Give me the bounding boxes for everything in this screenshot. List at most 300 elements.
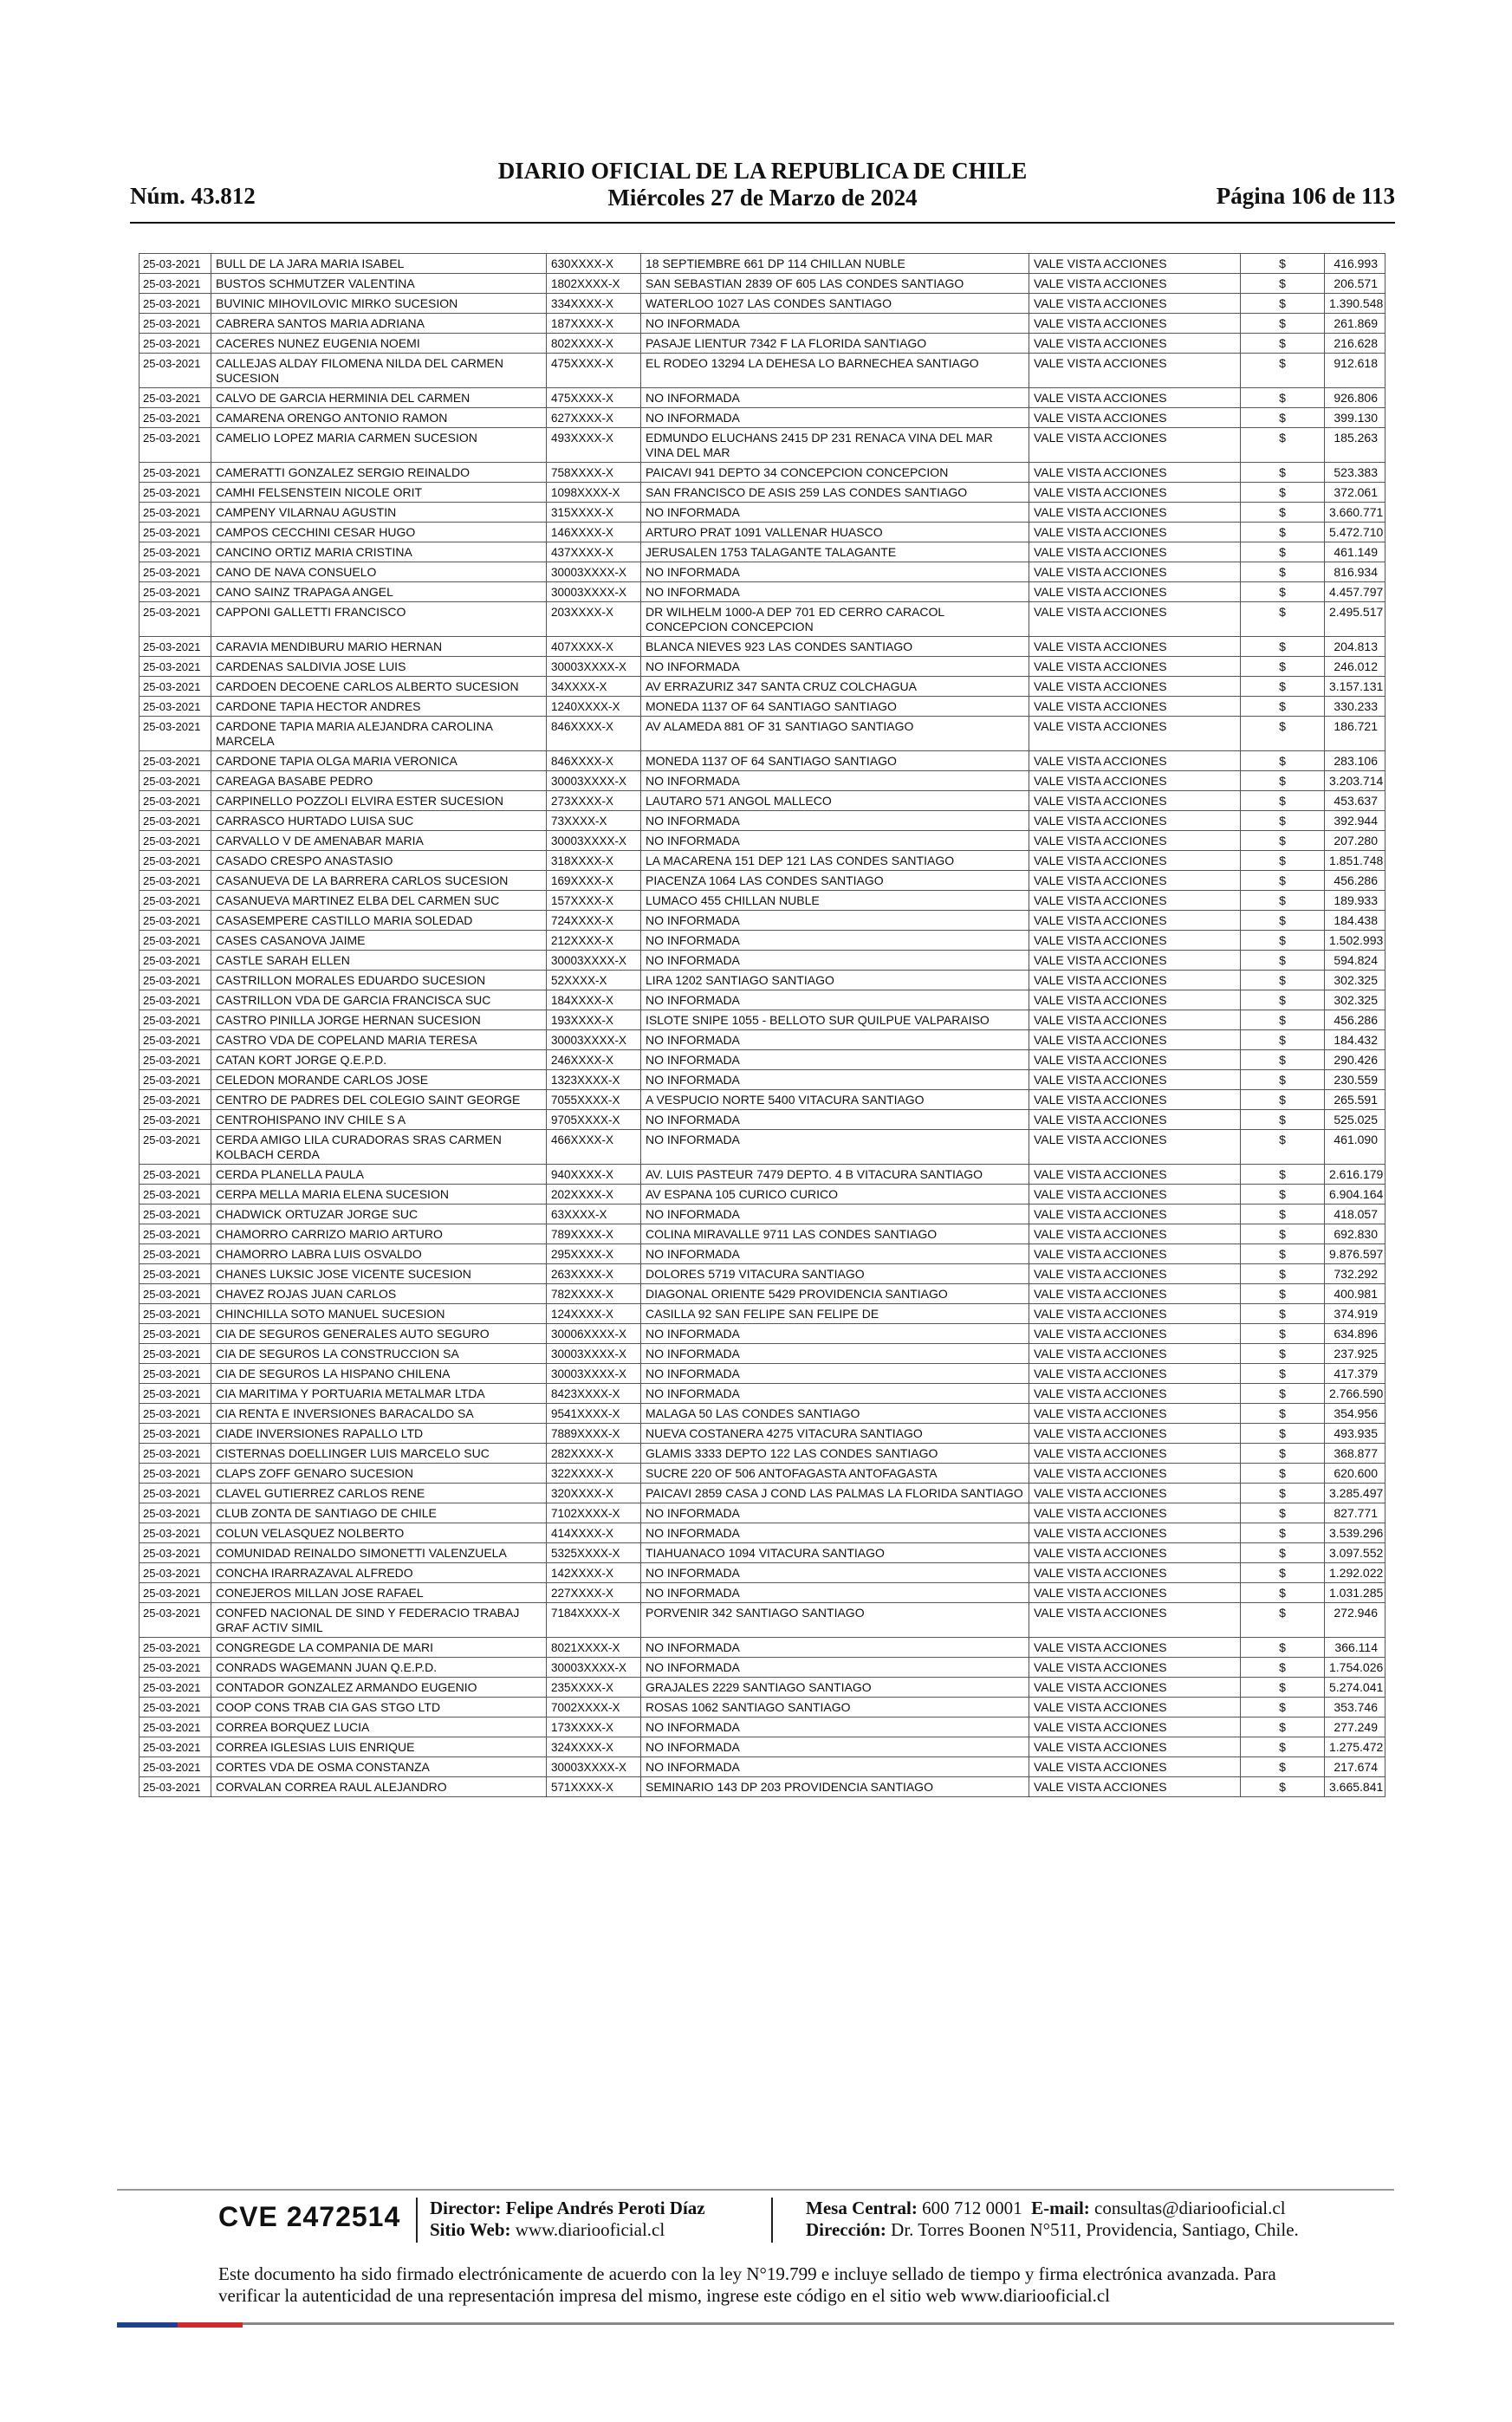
currency-cell: $	[1241, 542, 1325, 562]
table-row	[140, 891, 1385, 911]
table-row	[140, 1010, 1385, 1030]
currency-cell: $	[1241, 1185, 1325, 1205]
address-cell: MONEDA 1137 OF 64 SANTIAGO SANTIAGO	[641, 697, 1029, 717]
amount-cell: 3.539.296	[1325, 1523, 1385, 1543]
publication-title: DIARIO OFICIAL DE LA REPUBLICA DE CHILE	[497, 158, 1028, 184]
address-cell: GRAJALES 2229 SANTIAGO SANTIAGO	[641, 1678, 1029, 1698]
currency-cell: $	[1241, 951, 1325, 971]
date-cell: 25-03-2021	[140, 314, 211, 334]
amount-cell: 277.249	[1325, 1717, 1385, 1737]
address-cell: WATERLOO 1027 LAS CONDES SANTIAGO	[641, 294, 1029, 314]
table-row	[140, 697, 1385, 717]
currency-cell: $	[1241, 1384, 1325, 1404]
type-cell: VALE VISTA ACCIONES	[1029, 1523, 1241, 1543]
amount-cell: 246.012	[1325, 657, 1385, 677]
type-cell: VALE VISTA ACCIONES	[1029, 1424, 1241, 1444]
table-row	[140, 1185, 1385, 1205]
currency-cell: $	[1241, 811, 1325, 831]
rut-cell: 782XXXX-X	[547, 1284, 641, 1304]
date-cell: 25-03-2021	[140, 1717, 211, 1737]
address-cell: NO INFORMADA	[641, 1384, 1029, 1404]
name-cell: CLUB ZONTA DE SANTIAGO DE CHILE	[211, 1503, 547, 1523]
table-row	[140, 1638, 1385, 1658]
date-cell: 25-03-2021	[140, 1364, 211, 1384]
bottom-rule	[117, 2322, 1394, 2325]
table-row	[140, 771, 1385, 791]
date-cell: 25-03-2021	[140, 1090, 211, 1110]
date-cell: 25-03-2021	[140, 1324, 211, 1344]
name-cell: CAMARENA ORENGO ANTONIO RAMON	[211, 408, 547, 428]
address-cell: NO INFORMADA	[641, 1244, 1029, 1264]
address-cell: NO INFORMADA	[641, 1658, 1029, 1678]
table-row	[140, 1717, 1385, 1737]
name-cell: CHINCHILLA SOTO MANUEL SUCESION	[211, 1304, 547, 1324]
amount-cell: 493.935	[1325, 1424, 1385, 1444]
type-cell: VALE VISTA ACCIONES	[1029, 1583, 1241, 1603]
footer-separator	[416, 2198, 418, 2243]
name-cell: CAMPOS CECCHINI CESAR HUGO	[211, 523, 547, 542]
date-cell: 25-03-2021	[140, 1384, 211, 1404]
currency-cell: $	[1241, 1090, 1325, 1110]
type-cell: VALE VISTA ACCIONES	[1029, 771, 1241, 791]
rut-cell: 1098XXXX-X	[547, 483, 641, 503]
amount-cell: 6.904.164	[1325, 1185, 1385, 1205]
type-cell: VALE VISTA ACCIONES	[1029, 791, 1241, 811]
amount-cell: 1.390.548	[1325, 294, 1385, 314]
currency-cell: $	[1241, 971, 1325, 990]
rut-cell: 789XXXX-X	[547, 1224, 641, 1244]
table-row	[140, 1090, 1385, 1110]
currency-cell: $	[1241, 523, 1325, 542]
email-link[interactable]: consultas@diariooficial.cl	[1094, 2198, 1286, 2218]
page-number: Página 106 de 113	[1216, 183, 1395, 209]
type-cell: VALE VISTA ACCIONES	[1029, 1110, 1241, 1130]
currency-cell: $	[1241, 717, 1325, 751]
rut-cell: 7102XXXX-X	[547, 1503, 641, 1523]
table-row	[140, 1424, 1385, 1444]
name-cell: CAREAGA BASABE PEDRO	[211, 771, 547, 791]
currency-cell: $	[1241, 503, 1325, 523]
address-cell: LUMACO 455 CHILLAN NUBLE	[641, 891, 1029, 911]
address-cell: JERUSALEN 1753 TALAGANTE TALAGANTE	[641, 542, 1029, 562]
name-cell: CANO DE NAVA CONSUELO	[211, 562, 547, 582]
amount-cell: 418.057	[1325, 1205, 1385, 1224]
amount-cell: 523.383	[1325, 463, 1385, 483]
table-row	[140, 274, 1385, 294]
amount-cell: 692.830	[1325, 1224, 1385, 1244]
amount-cell: 330.233	[1325, 697, 1385, 717]
date-cell: 25-03-2021	[140, 871, 211, 891]
table-row	[140, 1757, 1385, 1777]
name-cell: CARDONE TAPIA HECTOR ANDRES	[211, 697, 547, 717]
table-row	[140, 1678, 1385, 1698]
type-cell: VALE VISTA ACCIONES	[1029, 1185, 1241, 1205]
amount-cell: 1.275.472	[1325, 1737, 1385, 1757]
address-cell: NO INFORMADA	[641, 951, 1029, 971]
table-row	[140, 602, 1385, 637]
table-row	[140, 1484, 1385, 1503]
currency-cell: $	[1241, 1205, 1325, 1224]
type-cell: VALE VISTA ACCIONES	[1029, 274, 1241, 294]
rut-cell: 322XXXX-X	[547, 1464, 641, 1484]
amount-cell: 1.851.748	[1325, 851, 1385, 871]
type-cell: VALE VISTA ACCIONES	[1029, 1344, 1241, 1364]
type-cell: VALE VISTA ACCIONES	[1029, 1030, 1241, 1050]
currency-cell: $	[1241, 463, 1325, 483]
date-cell: 25-03-2021	[140, 1030, 211, 1050]
address-cell: AV ALAMEDA 881 OF 31 SANTIAGO SANTIAGO	[641, 717, 1029, 751]
rut-cell: 466XXXX-X	[547, 1130, 641, 1165]
rut-cell: 571XXXX-X	[547, 1777, 641, 1797]
date-cell: 25-03-2021	[140, 891, 211, 911]
name-cell: CONGREGDE LA COMPANIA DE MARI	[211, 1638, 547, 1658]
currency-cell: $	[1241, 851, 1325, 871]
currency-cell: $	[1241, 1344, 1325, 1364]
table-row	[140, 562, 1385, 582]
table-row	[140, 1583, 1385, 1603]
date-cell: 25-03-2021	[140, 1070, 211, 1090]
address-cell: PASAJE LIENTUR 7342 F LA FLORIDA SANTIAGO	[641, 334, 1029, 354]
rut-cell: 193XXXX-X	[547, 1010, 641, 1030]
amount-cell: 216.628	[1325, 334, 1385, 354]
name-cell: CLAVEL GUTIERREZ CARLOS RENE	[211, 1484, 547, 1503]
date-cell: 25-03-2021	[140, 971, 211, 990]
rut-cell: 475XXXX-X	[547, 354, 641, 388]
date-cell: 25-03-2021	[140, 990, 211, 1010]
currency-cell: $	[1241, 1563, 1325, 1583]
amount-cell: 816.934	[1325, 562, 1385, 582]
amount-cell: 620.600	[1325, 1464, 1385, 1484]
currency-cell: $	[1241, 931, 1325, 951]
address-cell: SAN FRANCISCO DE ASIS 259 LAS CONDES SANTIAGO	[641, 483, 1029, 503]
name-cell: CAMPENY VILARNAU AGUSTIN	[211, 503, 547, 523]
rut-cell: 493XXXX-X	[547, 428, 641, 463]
address-cell: PAICAVI 2859 CASA J COND LAS PALMAS LA FLORIDA SANTIAGO	[641, 1484, 1029, 1503]
currency-cell: $	[1241, 1638, 1325, 1658]
rut-cell: 63XXXX-X	[547, 1205, 641, 1224]
type-cell: VALE VISTA ACCIONES	[1029, 891, 1241, 911]
table-row	[140, 831, 1385, 851]
date-cell: 25-03-2021	[140, 388, 211, 408]
date-cell: 25-03-2021	[140, 1205, 211, 1224]
date-cell: 25-03-2021	[140, 1284, 211, 1304]
amount-cell: 827.771	[1325, 1503, 1385, 1523]
rut-cell: 142XXXX-X	[547, 1563, 641, 1583]
address-cell: SAN SEBASTIAN 2839 OF 605 LAS CONDES SANTIAGO	[641, 274, 1029, 294]
address-cell: BLANCA NIEVES 923 LAS CONDES SANTIAGO	[641, 637, 1029, 657]
currency-cell: $	[1241, 1717, 1325, 1737]
header-divider	[130, 222, 1395, 224]
rut-cell: 7889XXXX-X	[547, 1424, 641, 1444]
table-row	[140, 542, 1385, 562]
name-cell: CERDA PLANELLA PAULA	[211, 1165, 547, 1185]
address-cell: LIRA 1202 SANTIAGO SANTIAGO	[641, 971, 1029, 990]
address-cell: ISLOTE SNIPE 1055 - BELLOTO SUR QUILPUE VALPARAISO	[641, 1010, 1029, 1030]
currency-cell: $	[1241, 1030, 1325, 1050]
amount-cell: 732.292	[1325, 1264, 1385, 1284]
address-cell: NO INFORMADA	[641, 1364, 1029, 1384]
currency-cell: $	[1241, 254, 1325, 274]
table-row	[140, 851, 1385, 871]
amount-cell: 926.806	[1325, 388, 1385, 408]
rut-cell: 30003XXXX-X	[547, 831, 641, 851]
name-cell: CARDOEN DECOENE CARLOS ALBERTO SUCESION	[211, 677, 547, 697]
rut-cell: 30003XXXX-X	[547, 1364, 641, 1384]
name-cell: CASTRO PINILLA JORGE HERNAN SUCESION	[211, 1010, 547, 1030]
currency-cell: $	[1241, 1010, 1325, 1030]
rut-cell: 282XXXX-X	[547, 1444, 641, 1464]
currency-cell: $	[1241, 771, 1325, 791]
table-row	[140, 334, 1385, 354]
address-cell: NO INFORMADA	[641, 831, 1029, 851]
table-row	[140, 354, 1385, 388]
name-cell: CANO SAINZ TRAPAGA ANGEL	[211, 582, 547, 602]
amount-cell: 217.674	[1325, 1757, 1385, 1777]
address-cell: NO INFORMADA	[641, 1583, 1029, 1603]
rut-cell: 169XXXX-X	[547, 871, 641, 891]
rut-cell: 407XXXX-X	[547, 637, 641, 657]
date-cell: 25-03-2021	[140, 951, 211, 971]
website-line	[430, 2219, 705, 2241]
rut-cell: 1323XXXX-X	[547, 1070, 641, 1090]
amount-cell: 3.285.497	[1325, 1484, 1385, 1503]
type-cell: VALE VISTA ACCIONES	[1029, 1757, 1241, 1777]
type-cell: VALE VISTA ACCIONES	[1029, 1503, 1241, 1523]
name-cell: BULL DE LA JARA MARIA ISABEL	[211, 254, 547, 274]
type-cell: VALE VISTA ACCIONES	[1029, 1777, 1241, 1797]
table-row	[140, 523, 1385, 542]
table-row	[140, 483, 1385, 503]
amount-cell: 453.637	[1325, 791, 1385, 811]
amount-cell: 290.426	[1325, 1050, 1385, 1070]
rut-cell: 30006XXXX-X	[547, 1324, 641, 1344]
rut-cell: 846XXXX-X	[547, 717, 641, 751]
name-cell: CASANUEVA DE LA BARRERA CARLOS SUCESION	[211, 871, 547, 891]
type-cell: VALE VISTA ACCIONES	[1029, 1464, 1241, 1484]
table-row	[140, 1658, 1385, 1678]
rut-cell: 30003XXXX-X	[547, 771, 641, 791]
type-cell: VALE VISTA ACCIONES	[1029, 811, 1241, 831]
rut-cell: 30003XXXX-X	[547, 562, 641, 582]
date-cell: 25-03-2021	[140, 602, 211, 637]
amount-cell: 3.097.552	[1325, 1543, 1385, 1563]
date-cell: 25-03-2021	[140, 1638, 211, 1658]
contact-line	[806, 2198, 1299, 2219]
mesa-phone: 600 712 0001	[922, 2198, 1022, 2218]
address-cell: DR WILHELM 1000-A DEP 701 ED CERRO CARACOL CONCEPCION CONCEPCION	[641, 602, 1029, 637]
type-cell: VALE VISTA ACCIONES	[1029, 582, 1241, 602]
rut-cell: 627XXXX-X	[547, 408, 641, 428]
rut-cell: 7055XXXX-X	[547, 1090, 641, 1110]
currency-cell: $	[1241, 582, 1325, 602]
table-row	[140, 951, 1385, 971]
address-cell: NO INFORMADA	[641, 388, 1029, 408]
date-cell: 25-03-2021	[140, 791, 211, 811]
name-cell: CACERES NUNEZ EUGENIA NOEMI	[211, 334, 547, 354]
table-row	[140, 811, 1385, 831]
rut-cell: 846XXXX-X	[547, 751, 641, 771]
type-cell: VALE VISTA ACCIONES	[1029, 831, 1241, 851]
currency-cell: $	[1241, 1324, 1325, 1344]
currency-cell: $	[1241, 602, 1325, 637]
mesa-label: Mesa Central:	[806, 2198, 918, 2218]
currency-cell: $	[1241, 1464, 1325, 1484]
email-label: E-mail:	[1031, 2198, 1090, 2218]
rut-cell: 157XXXX-X	[547, 891, 641, 911]
name-cell: CONTADOR GONZALEZ ARMANDO EUGENIO	[211, 1678, 547, 1698]
type-cell: VALE VISTA ACCIONES	[1029, 1324, 1241, 1344]
table-row	[140, 911, 1385, 931]
address-cell: NO INFORMADA	[641, 1638, 1029, 1658]
amount-cell: 594.824	[1325, 951, 1385, 971]
date-cell: 25-03-2021	[140, 334, 211, 354]
date-cell: 25-03-2021	[140, 771, 211, 791]
type-cell: VALE VISTA ACCIONES	[1029, 697, 1241, 717]
table-row	[140, 1050, 1385, 1070]
name-cell: CIADE INVERSIONES RAPALLO LTD	[211, 1424, 547, 1444]
table-row	[140, 717, 1385, 751]
type-cell: VALE VISTA ACCIONES	[1029, 1050, 1241, 1070]
date-cell: 25-03-2021	[140, 1404, 211, 1424]
type-cell: VALE VISTA ACCIONES	[1029, 1717, 1241, 1737]
rut-cell: 475XXXX-X	[547, 388, 641, 408]
date-cell: 25-03-2021	[140, 1110, 211, 1130]
address-cell: NO INFORMADA	[641, 582, 1029, 602]
name-cell: CORTES VDA DE OSMA CONSTANZA	[211, 1757, 547, 1777]
address-cell: ROSAS 1062 SANTIAGO SANTIAGO	[641, 1698, 1029, 1717]
name-cell: CARPINELLO POZZOLI ELVIRA ESTER SUCESION	[211, 791, 547, 811]
amount-cell: 184.432	[1325, 1030, 1385, 1050]
date-cell: 25-03-2021	[140, 1698, 211, 1717]
address-cell: NO INFORMADA	[641, 503, 1029, 523]
date-cell: 25-03-2021	[140, 1543, 211, 1563]
table-row	[140, 1444, 1385, 1464]
date-cell: 25-03-2021	[140, 542, 211, 562]
address-cell: NO INFORMADA	[641, 1110, 1029, 1130]
amount-cell: 1.031.285	[1325, 1583, 1385, 1603]
type-cell: VALE VISTA ACCIONES	[1029, 602, 1241, 637]
amount-cell: 417.379	[1325, 1364, 1385, 1384]
address-cell: NO INFORMADA	[641, 1563, 1029, 1583]
contact-block	[806, 2198, 1299, 2241]
flag-stripe-red	[178, 2322, 243, 2328]
issue-number: Núm. 43.812	[130, 183, 256, 209]
type-cell: VALE VISTA ACCIONES	[1029, 751, 1241, 771]
amount-cell: 461.090	[1325, 1130, 1385, 1165]
date-cell: 25-03-2021	[140, 1224, 211, 1244]
name-cell: CELEDON MORANDE CARLOS JOSE	[211, 1070, 547, 1090]
name-cell: CASASEMPERE CASTILLO MARIA SOLEDAD	[211, 911, 547, 931]
type-cell: VALE VISTA ACCIONES	[1029, 1384, 1241, 1404]
date-cell: 25-03-2021	[140, 1444, 211, 1464]
records-table-body	[140, 254, 1385, 1797]
amount-cell: 3.665.841	[1325, 1777, 1385, 1797]
amount-cell: 207.280	[1325, 831, 1385, 851]
currency-cell: $	[1241, 791, 1325, 811]
name-cell: CONFED NACIONAL DE SIND Y FEDERACIO TRABAJ GRAF ACTIV SIMIL	[211, 1603, 547, 1638]
type-cell: VALE VISTA ACCIONES	[1029, 1563, 1241, 1583]
name-cell: CONCHA IRARRAZAVAL ALFREDO	[211, 1563, 547, 1583]
name-cell: COMUNIDAD REINALDO SIMONETTI VALENZUELA	[211, 1543, 547, 1563]
type-cell: VALE VISTA ACCIONES	[1029, 354, 1241, 388]
currency-cell: $	[1241, 314, 1325, 334]
type-cell: VALE VISTA ACCIONES	[1029, 1130, 1241, 1165]
rut-cell: 235XXXX-X	[547, 1678, 641, 1698]
name-cell: CHAMORRO CARRIZO MARIO ARTURO	[211, 1224, 547, 1244]
date-cell: 25-03-2021	[140, 1737, 211, 1757]
type-cell: VALE VISTA ACCIONES	[1029, 657, 1241, 677]
currency-cell: $	[1241, 697, 1325, 717]
type-cell: VALE VISTA ACCIONES	[1029, 1010, 1241, 1030]
date-cell: 25-03-2021	[140, 1678, 211, 1698]
address-cell: NO INFORMADA	[641, 1523, 1029, 1543]
name-cell: CENTROHISPANO INV CHILE S A	[211, 1110, 547, 1130]
currency-cell: $	[1241, 1165, 1325, 1185]
type-cell: VALE VISTA ACCIONES	[1029, 1658, 1241, 1678]
address-cell: NO INFORMADA	[641, 1030, 1029, 1050]
type-cell: VALE VISTA ACCIONES	[1029, 1603, 1241, 1638]
amount-cell: 2.616.179	[1325, 1165, 1385, 1185]
name-cell: CIA RENTA E INVERSIONES BARACALDO SA	[211, 1404, 547, 1424]
table-row	[140, 1563, 1385, 1583]
date-cell: 25-03-2021	[140, 911, 211, 931]
table-row	[140, 1384, 1385, 1404]
type-cell: VALE VISTA ACCIONES	[1029, 1304, 1241, 1324]
table-row	[140, 1603, 1385, 1638]
table-row	[140, 637, 1385, 657]
type-cell: VALE VISTA ACCIONES	[1029, 990, 1241, 1010]
table-row	[140, 1244, 1385, 1264]
rut-cell: 9705XXXX-X	[547, 1110, 641, 1130]
name-cell: COLUN VELASQUEZ NOLBERTO	[211, 1523, 547, 1543]
name-cell: CARRASCO HURTADO LUISA SUC	[211, 811, 547, 831]
address-cell: DIAGONAL ORIENTE 5429 PROVIDENCIA SANTIAGO	[641, 1284, 1029, 1304]
currency-cell: $	[1241, 428, 1325, 463]
currency-cell: $	[1241, 1364, 1325, 1384]
rut-cell: 7184XXXX-X	[547, 1603, 641, 1638]
currency-cell: $	[1241, 1583, 1325, 1603]
table-row	[140, 428, 1385, 463]
name-cell: CIA DE SEGUROS GENERALES AUTO SEGURO	[211, 1324, 547, 1344]
date-cell: 25-03-2021	[140, 254, 211, 274]
currency-cell: $	[1241, 294, 1325, 314]
date-cell: 25-03-2021	[140, 1658, 211, 1678]
address-cell: TIAHUANACO 1094 VITACURA SANTIAGO	[641, 1543, 1029, 1563]
address-cell: NO INFORMADA	[641, 1070, 1029, 1090]
type-cell: VALE VISTA ACCIONES	[1029, 1484, 1241, 1503]
type-cell: VALE VISTA ACCIONES	[1029, 717, 1241, 751]
amount-cell: 9.876.597	[1325, 1244, 1385, 1264]
name-cell: CASANUEVA MARTINEZ ELBA DEL CARMEN SUC	[211, 891, 547, 911]
table-row	[140, 1324, 1385, 1344]
currency-cell: $	[1241, 1284, 1325, 1304]
date-cell: 25-03-2021	[140, 354, 211, 388]
name-cell: CHAVEZ ROJAS JUAN CARLOS	[211, 1284, 547, 1304]
type-cell: VALE VISTA ACCIONES	[1029, 931, 1241, 951]
amount-cell: 392.944	[1325, 811, 1385, 831]
currency-cell: $	[1241, 871, 1325, 891]
amount-cell: 5.274.041	[1325, 1678, 1385, 1698]
currency-cell: $	[1241, 1698, 1325, 1717]
rut-cell: 334XXXX-X	[547, 294, 641, 314]
currency-cell: $	[1241, 1304, 1325, 1324]
website-link[interactable]: www.diariooficial.cl	[515, 2219, 665, 2240]
currency-cell: $	[1241, 1404, 1325, 1424]
type-cell: VALE VISTA ACCIONES	[1029, 1070, 1241, 1090]
date-cell: 25-03-2021	[140, 1050, 211, 1070]
date-cell: 25-03-2021	[140, 1344, 211, 1364]
name-cell: CHAMORRO LABRA LUIS OSVALDO	[211, 1244, 547, 1264]
